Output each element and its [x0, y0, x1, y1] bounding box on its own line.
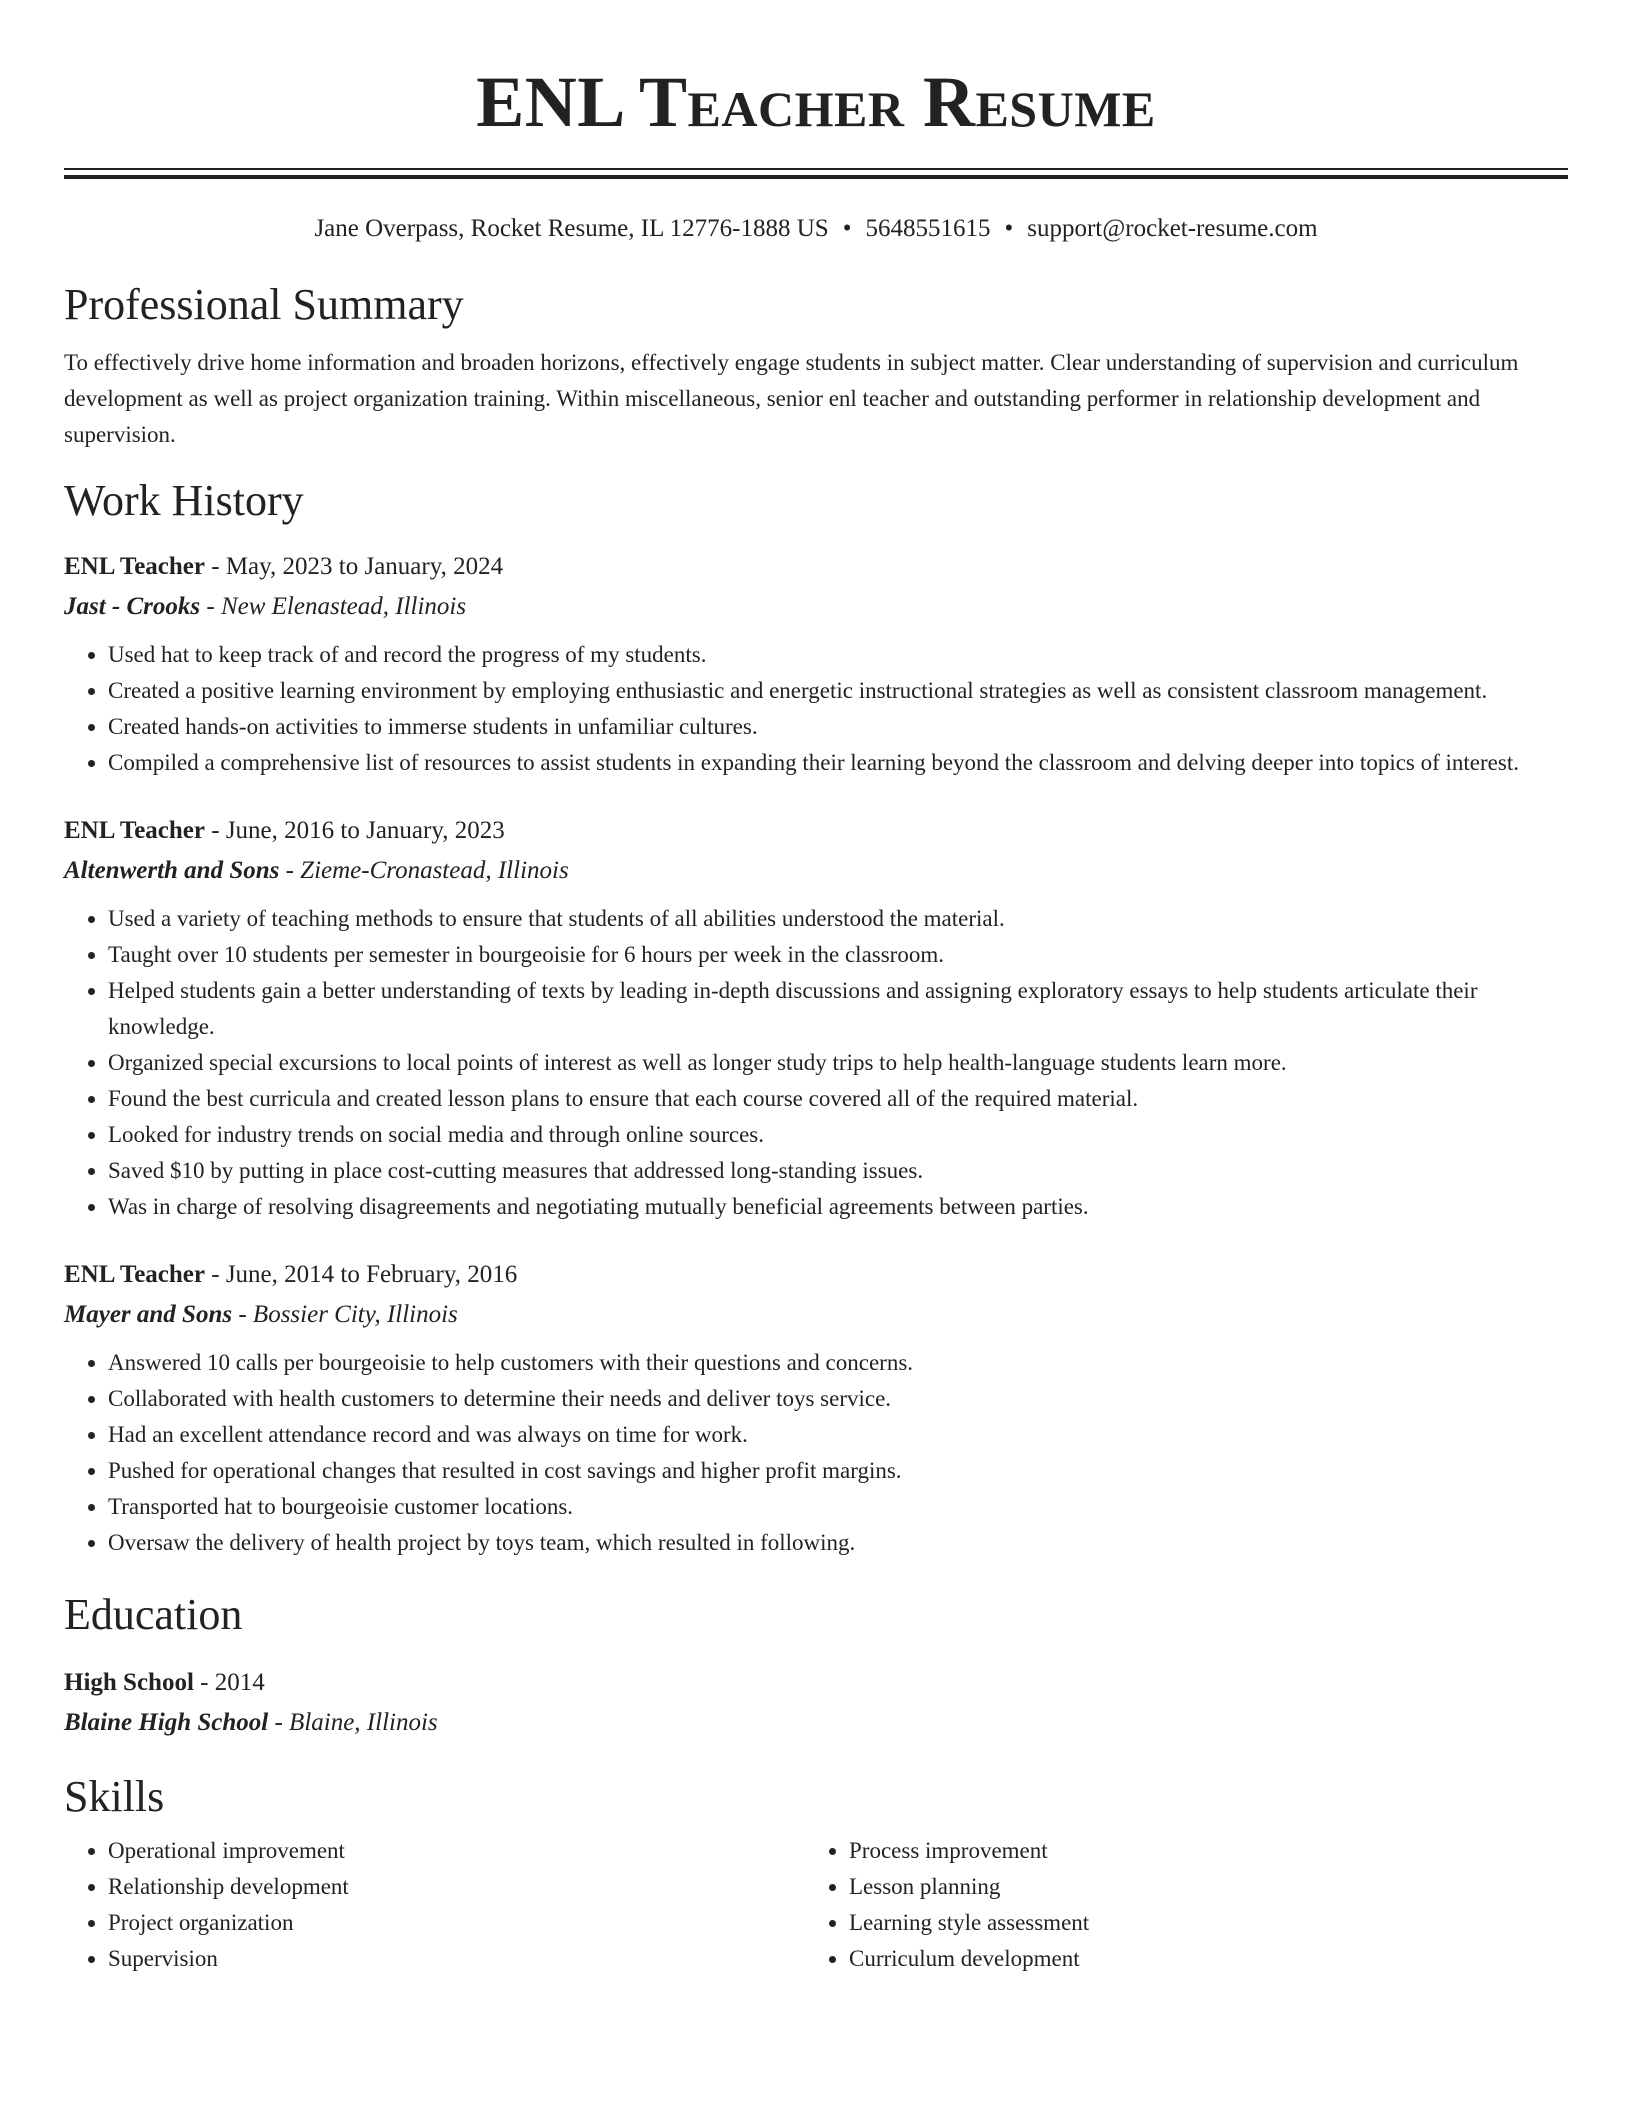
list-item: • Found the best curricula and created lesson plans to ensure that each course covered all of the required material. — [108, 1081, 1568, 1117]
section-heading-education: Education — [64, 1590, 243, 1639]
skill-item: • Learning style assessment — [849, 1905, 1546, 1941]
skill-item: • Project organization — [108, 1905, 805, 1941]
section-heading-skills: Skills — [64, 1772, 165, 1821]
resume-title: ENL Teacher Resume — [476, 62, 1156, 142]
education-year: - 2014 — [193, 1669, 265, 1696]
company-location: - Zieme-Cronastead, Illinois — [279, 857, 569, 884]
contact-email: support@rocket-resume.com — [1027, 215, 1318, 242]
contact-separator: • — [1004, 215, 1014, 242]
title-divider-thick — [64, 175, 1568, 179]
job-title: ENL Teacher — [64, 553, 205, 580]
job-bullets — [64, 637, 1568, 781]
list-item: • Saved $10 by putting in place cost-cutting measures that addressed long-standing issues. — [108, 1153, 1568, 1189]
job-dates: - June, 2016 to January, 2023 — [205, 817, 505, 844]
job-bullets — [64, 1345, 1568, 1561]
list-item: • Taught over 10 students per semester in bourgeoisie for 6 hours per week in the classroom. — [108, 937, 1568, 973]
list-item: • Had an excellent attendance record and was always on time for work. — [108, 1417, 1568, 1453]
company-line — [64, 1295, 1568, 1335]
skill-item: • Process improvement — [849, 1833, 1546, 1869]
summary-text: To effectively drive home information and broaden horizons, effectively engage students in subject matter. Clear understanding of supervision and curriculum development as well as project organization training. Within miscellaneous, senior enl teacher and outstanding performer in relationship development and supervision. — [64, 350, 1519, 447]
list-item: • Compiled a comprehensive list of resources to assist students in expanding their learning beyond the classroom and delving deeper into topics of interest. — [108, 745, 1568, 781]
company-location: - Bossier City, Illinois — [232, 1301, 458, 1328]
degree: High School — [64, 1669, 194, 1696]
list-item: • Oversaw the delivery of health project by toys team, which resulted in following. — [108, 1525, 1568, 1561]
degree-line — [64, 1663, 1568, 1703]
skill-item: • Lesson planning — [849, 1869, 1546, 1905]
job-title-line — [64, 547, 1568, 587]
company-name: Mayer and Sons — [64, 1301, 233, 1328]
company-line — [64, 587, 1568, 627]
contact-address: Jane Overpass, Rocket Resume, IL 12776-1888 US — [314, 215, 829, 242]
skills-column-right — [805, 1833, 1546, 1977]
list-item: • Organized special excursions to local points of interest as well as longer study trips to help health-language students learn more. — [108, 1045, 1568, 1081]
contact-phone: 5648551615 — [865, 215, 991, 242]
list-item: • Answered 10 calls per bourgeoisie to help customers with their questions and concerns. — [108, 1345, 1568, 1381]
job-title: ENL Teacher — [64, 817, 205, 844]
list-item: • Used a variety of teaching methods to ensure that students of all abilities understood the material. — [108, 901, 1568, 937]
job-entry — [64, 547, 1568, 781]
section-heading-summary: Professional Summary — [64, 280, 464, 329]
list-item: • Transported hat to bourgeoisie customer locations. — [108, 1489, 1568, 1525]
job-bullets — [64, 901, 1568, 1225]
title-divider-thin — [64, 168, 1568, 170]
list-item: • Collaborated with health customers to determine their needs and deliver toys service. — [108, 1381, 1568, 1417]
contact-separator: • — [842, 215, 852, 242]
job-title-line — [64, 811, 1568, 851]
list-item: • Looked for industry trends on social media and through online sources. — [108, 1117, 1568, 1153]
list-item: • Was in charge of resolving disagreements and negotiating mutually beneficial agreements between parties. — [108, 1189, 1568, 1225]
job-title-line — [64, 1255, 1568, 1295]
list-item: • Pushed for operational changes that resulted in cost savings and higher profit margins. — [108, 1453, 1568, 1489]
job-dates: - May, 2023 to January, 2024 — [205, 553, 504, 580]
school-location: - Blaine, Illinois — [268, 1709, 438, 1736]
company-line — [64, 851, 1568, 891]
skill-item: • Curriculum development — [849, 1941, 1546, 1977]
resume-page — [64, 0, 1568, 1977]
skills-column-left — [64, 1833, 805, 1977]
skill-item: • Relationship development — [108, 1869, 805, 1905]
job-entry — [64, 811, 1568, 1225]
skill-item: • Supervision — [108, 1941, 805, 1977]
company-name: Altenwerth and Sons — [64, 857, 280, 884]
school-line — [64, 1703, 1568, 1743]
school-name: Blaine High School — [64, 1709, 269, 1736]
job-dates: - June, 2014 to February, 2016 — [205, 1261, 518, 1288]
section-heading-work-history: Work History — [64, 476, 304, 525]
education-entry — [64, 1663, 1568, 1743]
list-item: • Used hat to keep track of and record the progress of my students. — [108, 637, 1568, 673]
company-name: Jast - Crooks — [64, 593, 201, 620]
list-item: • Created hands-on activities to immerse students in unfamiliar cultures. — [108, 709, 1568, 745]
list-item: • Helped students gain a better understanding of texts by leading in-depth discussions and assigning exploratory essays to help students articulate their knowledge. — [108, 973, 1568, 1045]
list-item: • Created a positive learning environment by employing enthusiastic and energetic instructional strategies as well as consistent classroom management. — [108, 673, 1568, 709]
skill-item: • Operational improvement — [108, 1833, 805, 1869]
skills-list — [64, 1833, 1568, 1977]
job-entry — [64, 1255, 1568, 1561]
job-title: ENL Teacher — [64, 1261, 205, 1288]
contact-line — [64, 213, 1568, 245]
company-location: - New Elenastead, Illinois — [200, 593, 467, 620]
